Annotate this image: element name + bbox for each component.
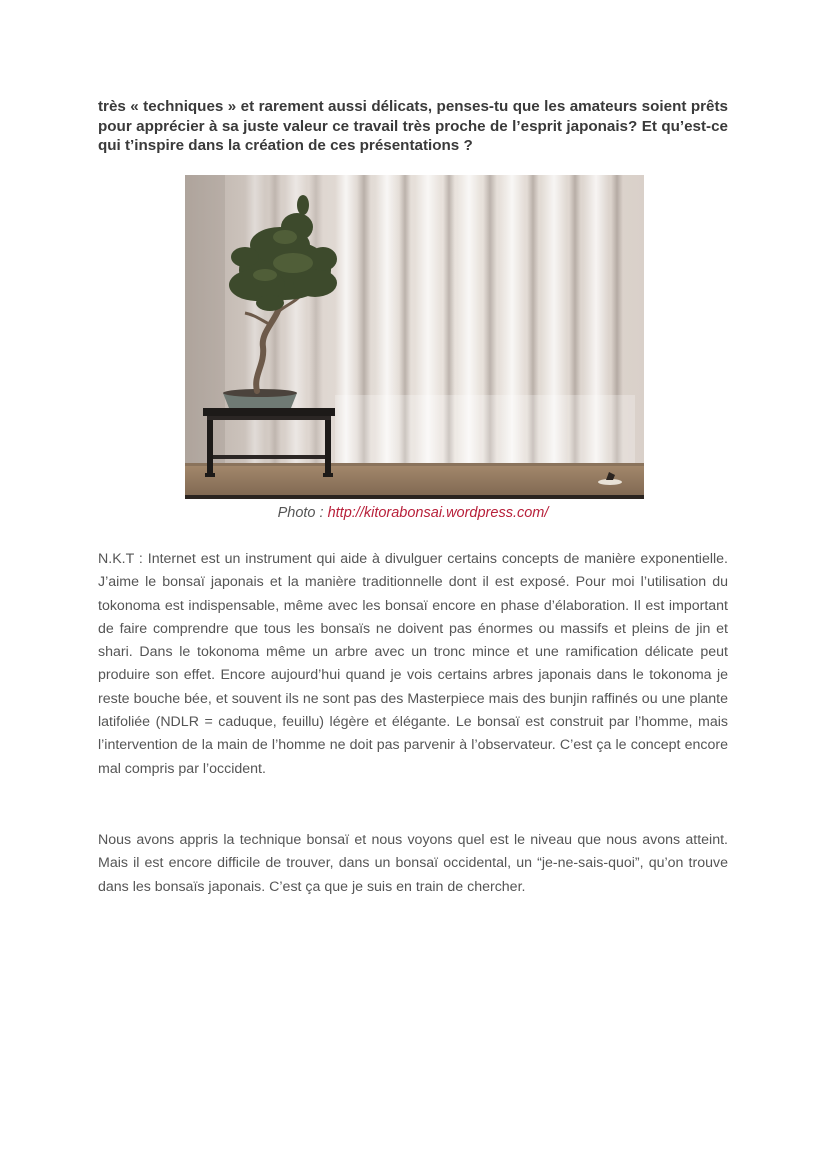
photo-caption [98,503,728,523]
answer-paragraph-1: N.K.T : Internet est un instrument qui aide à divulguer certains concepts de manière exponentielle. J’aime le bonsaï japonais et la manière traditionnelle dont il est exposé. Pour moi l’utilisation du tokonoma est indispensable, même avec les bonsaï encore en phase d’élaboration. Il est important de faire comprendre que tous les bonsaïs ne doivent pas énormes ou massifs et pleins de jin et shari. Dans le tokonoma même un arbre avec un tronc mince et une ramification délicate peut produire son effet. Encore aujourd’hui quand je vois certains arbres japonais dans le tokonoma je reste bouche bée, et souvent ils ne sont pas des Masterpiece mais des bunjin raffinés ou une plante latifoliée (NDLR = caduque, feuillu) légère et élégante. Le bonsaï est construit par l’homme, mais l’intervention de la main de l’homme ne doit pas parvenir à l’observateur. C’est ça le concept encore mal compris par l’occident. [98,551,728,777]
answer-paragraph-2: Nous avons appris la technique bonsaï et nous voyons quel est le niveau que nous avons atteint. Mais il est encore difficile de trouver, dans un bonsaï occidental, un “je-ne-sais-quoi”, qu’on trouve dans les bonsaïs japonais. C’est ça que je suis en train de chercher. [98,832,728,895]
bonsai-photo [185,175,644,499]
caption-link[interactable]: http://kitorabonsai.wordpress.com/ [327,505,549,521]
question-paragraph: très « techniques » et rarement aussi délicats, penses-tu que les amateurs soient prêts pour apprécier à sa juste valeur ce travail très proche de l’esprit japonais? Et qu’est-ce qui t’inspire dans la création de ces présentations ? [98,98,728,155]
caption-prefix: Photo : [277,505,328,521]
